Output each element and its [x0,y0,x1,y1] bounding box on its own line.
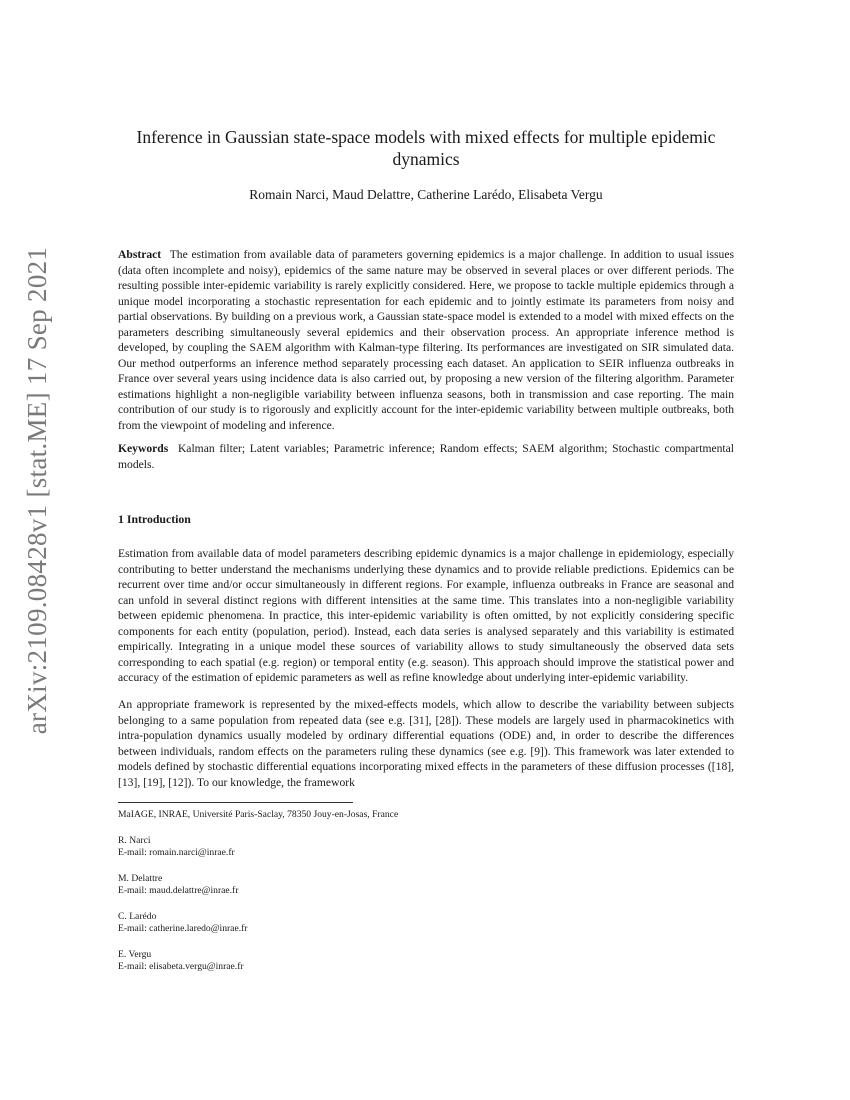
author-contact [118,911,734,935]
contact-email: E-mail: elisabeta.vergu@inrae.fr [118,960,244,972]
abstract-label: Abstract [118,248,162,261]
contact-name: C. Larédo [118,910,157,922]
arxiv-identifier: arXiv:2109.08428v1 [stat.ME] 17 Sep 2021 [22,246,53,734]
contact-name: E. Vergu [118,948,152,960]
paper-first-page [118,120,734,973]
footnote-affiliation: MaIAGE, INRAE, Université Paris-Saclay, 78350 Jouy-en-Josas, France [118,808,399,820]
section-heading-introduction: 1 Introduction [118,512,191,526]
abstract-text: The estimation from available data of parameters governing epidemics is a major challenge. In addition to usual issues (data often incomplete and noisy), epidemics of the same nature may be observed in several places or over different periods. The resulting possible inter-epidemic variability is rarely explicitly considered. Here, we propose to tackle multiple epidemics through a unique model incorporating a stochastic representation for each epidemic and to jointly estimate its parameters from noisy and partial observations. By building on a previous work, a Gaussian state-space model is extended to a model with mixed effects on the parameters describing simultaneously several epidemics and their observation process. An appropriate inference method is developed, by coupling the SAEM algorithm with Kalman-type filtering. Its performances are investigated on SIR simulated data. Our method outperforms an inference method separately processing each dataset. An application to SEIR influenza outbreaks in France over several years using incidence data is also carried out, by proposing a new version of the filtering algorithm. Parameter estimations highlight a non-negligible variability between influenza seasons, both in transmission and case reporting. The main contribution of our study is to rigorously and explicitly account for the inter-epidemic variability between multiple outbreaks, both from the viewpoint of modeling and inference. [118,248,734,432]
arxiv-identifier-stamp [20,246,56,734]
abstract [118,247,734,433]
intro-paragraph-2: An appropriate framework is represented by the mixed-effects models, which allow to describe the variability between subjects belonging to a same population from repeated data (see e.g. [31], [28]). These models are largely used in pharmacokinetics with intra-population dynamics usually modeled by ordinary differential equations (ODE) and, in order to describe the differences between individuals, random effects on the parameters ruling these dynamics (see e.g. [9]). This framework was later extended to models defined by stochastic differential equations incorporating mixed effects in the parameters of these diffusion processes ([18], [13], [19], [12]). To our knowledge, the framework [118,698,734,789]
keywords-label: Keywords [118,442,169,455]
contact-name: R. Narci [118,834,151,846]
intro-paragraph-1: Estimation from available data of model parameters describing epidemic dynamics is a major challenge in epidemiology, especially contributing to better understand the mechanisms underlying these dynamics and to provide reliable predictions. Epidemics can be recurrent over time and/or occur simultaneously in different regions. For example, influenza outbreaks in France are seasonal and can unfold in several distinct regions with different intensities at the same time. This translates into a non-negligible variability between epidemic phenomena. In practice, this inter-epidemic variability is often omitted, by not explicitly considering specific components for each entity (population, period). Instead, each data series is analysed separately and this variability is estimated empirically. Integrating in a unique model these sources of variability allows to study simultaneously the observed data sets corresponding to each spatial (e.g. region) or temporal entity (e.g. season). This approach should improve the statistical power and accuracy of the estimation of epidemic parameters as well as refine knowledge about underlying inter-epidemic variability. [118,547,734,684]
contact-email: E-mail: romain.narci@inrae.fr [118,846,235,858]
author-list: Romain Narci, Maud Delattre, Catherine Larédo, Elisabeta Vergu [249,187,603,202]
author-contact [118,873,734,897]
contact-name: M. Delattre [118,872,163,884]
footnote-divider [118,802,353,803]
contact-email: E-mail: catherine.laredo@inrae.fr [118,922,248,934]
keywords-text: Kalman filter; Latent variables; Parametric inference; Random effects; SAEM algorithm; Stochastic compartmental models. [118,442,734,471]
keywords [118,441,734,472]
author-contact [118,835,734,859]
contact-email: E-mail: maud.delattre@inrae.fr [118,884,239,896]
paper-title: Inference in Gaussian state-space models with mixed effects for multiple epidemic dynamics [136,127,716,169]
author-contact [118,949,734,973]
